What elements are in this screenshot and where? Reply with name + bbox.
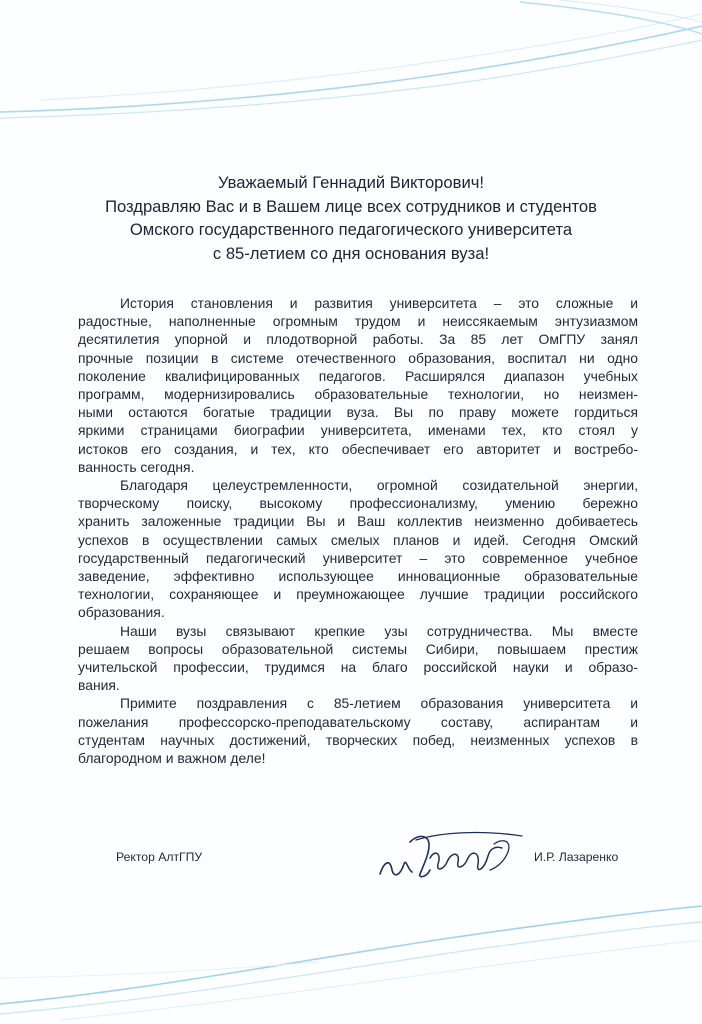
text-line: ванность сегодня. — [78, 458, 195, 475]
text-line: государственный педагогический университет – это современное учебное — [78, 549, 638, 566]
text-line: студентам научных достижений, творческих побед, неизменных успехов в — [78, 731, 638, 748]
letter-heading — [60, 171, 642, 265]
text-line: пожелания профессорско-преподавательскому составу, аспирантам и — [78, 713, 638, 730]
text-line: прочные позиции в системе отечественного образования, воспитал ни одно — [78, 349, 638, 366]
text-line: учительской профессии, трудимся на благо российской науки и образо- — [78, 659, 638, 676]
paragraph-cooperation — [78, 622, 638, 695]
text-line: Благодаря целеустремленности, огромной созидательной энергии, — [120, 477, 638, 494]
text-line: радостные, наполненные огромным трудом и неиссякаемым энтузиазмом — [78, 313, 638, 330]
text-line: образования. — [78, 604, 165, 621]
text-line: успехов в осуществлении самых смелых планов и идей. Сегодня Омский — [78, 531, 638, 548]
text-line: вания. — [78, 677, 120, 694]
letter-body — [78, 294, 638, 767]
text-line: решаем вопросы образовательной системы Сибири, повышаем престиж — [78, 640, 638, 657]
text-line: История становления и развития университета – это сложные и — [120, 295, 638, 311]
heading-line: с 85-летием со дня основания вуза! — [212, 243, 490, 263]
text-line: поколение квалифицированных педагогов. Расширялся диапазон учебных — [78, 367, 638, 384]
text-line: технологии, сохраняющее и преумножающее лучшие традиции российского — [78, 586, 638, 603]
signatory-title: Ректор АлтГПУ — [116, 850, 203, 864]
paragraph-achievements — [78, 476, 638, 622]
text-line: яркими страницами биографии университета, именами тех, кто стоял у — [78, 422, 638, 439]
text-line: заведение, эффективно использующее инновационные образовательные — [78, 568, 638, 585]
greeting-line: Уважаемый Геннадий Викторович! — [218, 173, 484, 192]
paragraph-wishes — [78, 694, 638, 767]
text-line: программ, модернизировались образовательные технологии, но неизмен- — [78, 386, 638, 403]
text-line: Наши вузы связывают крепкие узы сотрудничества. Мы вместе — [120, 622, 638, 639]
signatory-name: И.Р. Лазаренко — [534, 850, 619, 864]
text-line: истоков его создания, и тех, кто обеспечивает его авторитет и востребо- — [78, 440, 638, 457]
text-line: творческому поиску, высокому профессионализму, умению бережно — [78, 495, 638, 512]
text-line: Примите поздравления с 85-летием образования университета и — [120, 695, 638, 712]
heading-line: Поздравляю Вас и в Вашем лице всех сотрудников и студентов — [105, 196, 597, 216]
text-line: десятилетия упорной и плодотворной работы. За 85 лет ОмГПУ занял — [78, 331, 638, 348]
paragraph-history — [78, 294, 638, 476]
text-line: ными остаются богатые традиции вуза. Вы по праву можете гордиться — [78, 404, 638, 421]
heading-line: Омского государственного педагогического университета — [129, 220, 573, 240]
text-line: благородном и важном деле! — [78, 750, 266, 767]
text-line: хранить заложенные традиции Вы и Ваш коллектив неизменно добиваетесь — [78, 513, 638, 530]
